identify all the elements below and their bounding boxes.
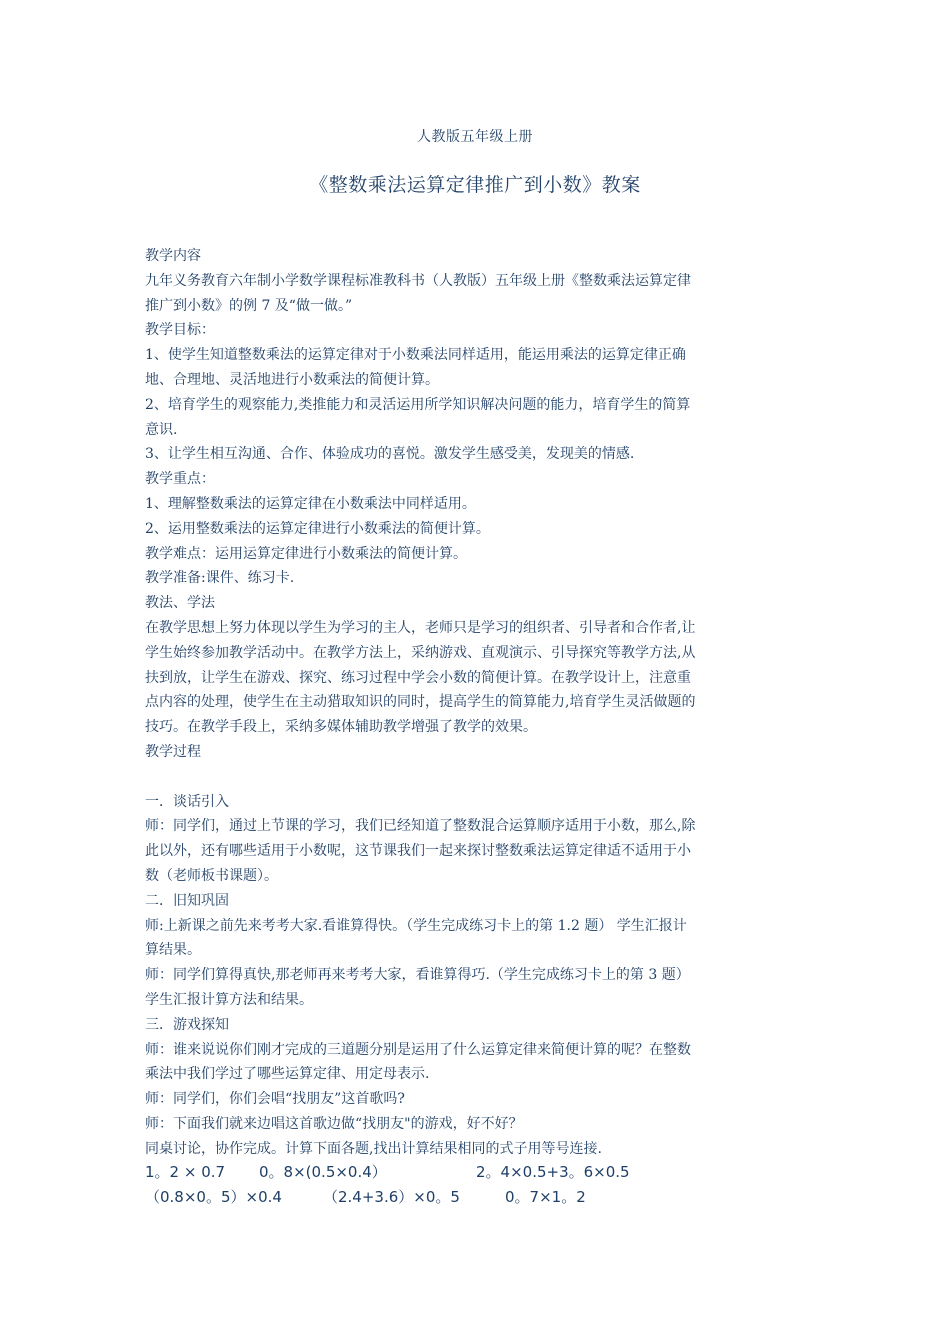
paragraph-line: 3、让学生相互沟通、合作、体验成功的喜悦。激发学生感受美，发现美的情感. (145, 446, 635, 463)
paragraph-line: 2、培育学生的观察能力,类推能力和灵活运用所学知识解决问题的能力，培育学生的简算 (145, 396, 691, 413)
section-heading: 三．游戏探知 (145, 1016, 229, 1033)
paragraph-line: 师：谁来说说你们刚才完成的三道题分别是运用了什么运算定律来简便计算的呢？在整数 (145, 1041, 691, 1058)
paragraph-line: 乘法中我们学过了哪些运算定律、用定母表示. (145, 1066, 430, 1083)
paragraph-line: 师：同学们，你们会唱“找朋友”这首歌吗? (145, 1091, 405, 1108)
document-body (145, 244, 810, 1211)
paragraph-line: 数（老师板书课题）。 (145, 867, 278, 884)
section-heading: 教学过程 (145, 743, 201, 760)
math-expression: 2。4×0.5+3。6×0.5 (476, 1163, 630, 1182)
paragraph-line: 师:上新课之前先来考考大家.看谁算得快。（学生完成练习卡上的第 1.2 题） 学生汇报计 (145, 917, 687, 934)
math-expression: 0。7×1。2 (505, 1188, 586, 1207)
document-subtitle: 人教版五年级上册 (417, 129, 533, 145)
paragraph-line: 九年义务教育六年制小学数学课程标准教科书（人教版）五年级上册《整数乘法运算定律 (145, 272, 691, 289)
paragraph-line: 教学准备:课件、练习卡. (145, 570, 295, 587)
paragraph-line: 点内容的处理，使学生在主动猎取知识的同时，提高学生的简算能力,培育学生灵活做题的 (145, 694, 696, 711)
blank-line (145, 765, 810, 790)
math-expression-row (145, 1161, 810, 1186)
paragraph-line: 此以外，还有哪些适用于小数呢，这节课我们一起来探讨整数乘法运算定律适不适用于小 (145, 843, 691, 860)
paragraph-line: 师：下面我们就来边唱这首歌边做“找朋友"的游戏，好不好？ (145, 1115, 523, 1132)
paragraph-line: 1、使学生知道整数乘法的运算定律对于小数乘法同样适用，能运用乘法的运算定律正确 (145, 347, 686, 364)
paragraph-line: 2、运用整数乘法的运算定律进行小数乘法的简便计算。 (145, 520, 490, 537)
document-title: 《整数乘法运算定律推广到小数》教案 (309, 174, 641, 196)
math-expression-row (145, 1186, 810, 1211)
section-heading: 教学重点： (145, 471, 215, 488)
paragraph-line: 学生汇报计算方法和结果。 (145, 991, 313, 1008)
paragraph-line: 师：同学们，通过上节课的学习，我们已经知道了整数混合运算顺序适用于小数，那么,除 (145, 818, 696, 835)
paragraph-line: 在教学思想上努力体现以学生为学习的主人，老师只是学习的组织者、引导者和合作者,让 (145, 619, 696, 636)
paragraph-line: 师：同学们算得真快,那老师再来考考大家，看谁算得巧.（学生完成练习卡上的第 3 题） (145, 967, 690, 984)
paragraph-line: 推广到小数》的例 7 及“做一做。” (145, 297, 353, 314)
paragraph-line: 同桌讨论，协作完成。计算下面各题,找出计算结果相同的式子用等号连接. (145, 1140, 602, 1157)
section-heading: 教学目标： (145, 322, 215, 339)
paragraph-line: 扶到放，让学生在游戏、探究、练习过程中学会小数的简便计算。在教学设计上，注意重 (145, 669, 691, 686)
paragraph-line: 学生始终参加教学活动中。在教学方法上，采纳游戏、直观演示、引导探究等教学方法,从 (145, 644, 696, 661)
math-expression: （0.8×0。5）×0.4 (145, 1188, 282, 1207)
section-heading: 教学内容 (145, 248, 201, 264)
math-expression: 1。2 × 0.7 (145, 1163, 226, 1182)
section-heading: 二．旧知巩固 (145, 892, 229, 909)
paragraph-line: 地、合理地、灵活地进行小数乘法的简便计算。 (145, 371, 439, 388)
section-heading: 一．谈话引入 (145, 793, 229, 810)
math-expression: （2.4+3.6）×0。5 (323, 1188, 460, 1207)
math-expression: 0。8×(0.5×0.4） (259, 1163, 387, 1182)
paragraph-line: 算结果。 (145, 942, 201, 959)
paragraph-line: 1、理解整数乘法的运算定律在小数乘法中同样适用。 (145, 495, 476, 512)
paragraph-line: 教学难点：运用运算定律进行小数乘法的简便计算。 (145, 545, 467, 562)
paragraph-line: 技巧。在教学手段上，采纳多媒体辅助教学增强了教学的效果。 (145, 719, 537, 736)
paragraph-line: 意识. (145, 421, 178, 438)
section-heading: 教法、学法 (145, 595, 215, 612)
